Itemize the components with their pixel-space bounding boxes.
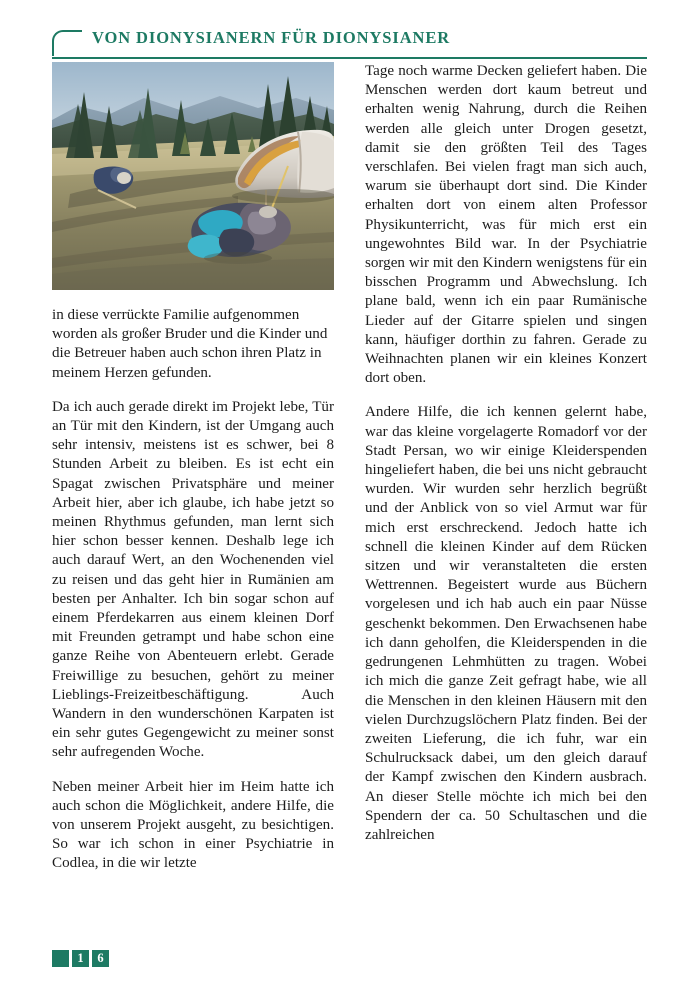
header-divider — [52, 57, 647, 59]
paragraph: Andere Hilfe, die ich kennen gelernt habe, war das kleine vorgelagerte Romadorf vor der Stadt Persan, wo wir einige Kleiderspenden hingeliefert haben, die bei uns nicht gebraucht wurden. Wir wurden sehr herzlich begrüßt und der Anblick von so viel Armut war für mich erst erschreckend. Jedoch hatte ich schnell die kleinen Kinder auf dem Rücken sitzen und wir veranstalteten die ersten Wettrennen. Begeistert wurde aus Büchern vorgelesen und ich hab auch ein paar Nüsse geschenkt bekommen. Den Erwachsenen habe ich dann geholfen, die Kleiderspenden in die gedrungenen Lehmhütten zu tragen. Wobei ich mich die ganze Zeit gefragt habe, wie all die Menschen in den kleinen Häusern mit den vielen Durchzugslöchern Platz finden. Bei der zweiten Lieferung, die ich fuhr, war ein Schulrucksack dabei, um den gleich darauf der Kampf zwischen den Kindern ausbrach. An dieser Stelle möchte ich mich bei den Spendern der ca. 50 Schultaschen und die zahlreichen — [365, 404, 647, 843]
folio-digit: 6 — [92, 950, 109, 967]
left-column — [52, 62, 334, 874]
paragraph: Neben meiner Arbeit hier im Heim hatte ich auch schon die Möglichkeit, andere Hilfe, die von unserem Projekt ausgeht, zu besichtigen. So war ich schon in einer Psychiatrie in Codlea, in die wir letzte — [52, 778, 334, 872]
article-body — [52, 62, 647, 927]
camping-tent-mountain-meadow-photo — [52, 62, 334, 290]
photo-illustration — [52, 62, 334, 290]
page-number-folio — [52, 950, 109, 967]
page-title: VON DIONYSIANERN FÜR DIONYSIANER — [92, 28, 451, 47]
rounded-corner-bracket-icon — [52, 30, 82, 56]
folio-digit: 1 — [72, 950, 89, 967]
paragraph: Da ich auch gerade direkt im Projekt lebe, Tür an Tür mit den Kindern, ist der Umgang auch sehr intensiv, meistens ist es schwer, bei 8 Stunden Arbeit zu bleiben. Es ist echt ein Spagat zwischen Privatsphäre und meiner Arbeit hier, aber ich glaube, ich habe jetzt so meinen Rhythmus gefunden, man lernt sich hier schon besser kennen. Deshalb lege ich auch darauf Wert, an den Wochenenden viel zu reisen und das geht hier in Rumänien am besten per Anhalter. Ich bin sogar schon auf einem Pferdekarren aus einem kleinen Dorf mit Freunden getrampt und habe schon eine ganze Reihe von Abenteuern erlebt. Gerade Freiwillige zu besuchen, gehört zu meiner Lieblings-Freizeitbeschäftigung. Auch Wandern in den wunderschönen Karpaten ist ein sehr gutes Gegengewicht zu meiner sonst sehr aufregenden Woche. — [52, 398, 334, 761]
folio-marker-block — [52, 950, 69, 967]
running-header — [52, 28, 647, 58]
paragraph: in diese verrückte Familie aufgenommen worden als großer Bruder und die Kinder und die Betreuer haben auch schon ihren Platz in meinem Herzen gefunden. — [52, 307, 328, 381]
right-column — [365, 62, 647, 845]
paragraph: Tage noch warme Decken geliefert haben. Die Menschen werden dort kaum betreut und erhalten wenig Nahrung, durch die Reihen werden alle gleich unter Drogen gesetzt, damit sie den größten Teil des Tages verschlafen. Bei vielen fragt man sich auch, warum sie überhaupt dort sind. Die Kinder erhalten dort von einem alten Professor Physikunterricht, was für mich erst ein ungewohntes Bild war. In der Psychiatrie sorgen wir mit den Kindern wenigstens für ein bisschen Programm und Abwechslung. Ich plane bald, wenn ich ein paar Rumänische Lieder auf der Gitarre spielen und singen kann, häufiger dorthin zu fahren. Gerade zu Weihnachten planen wir ein kleines Konzert dort oben. — [365, 63, 647, 387]
